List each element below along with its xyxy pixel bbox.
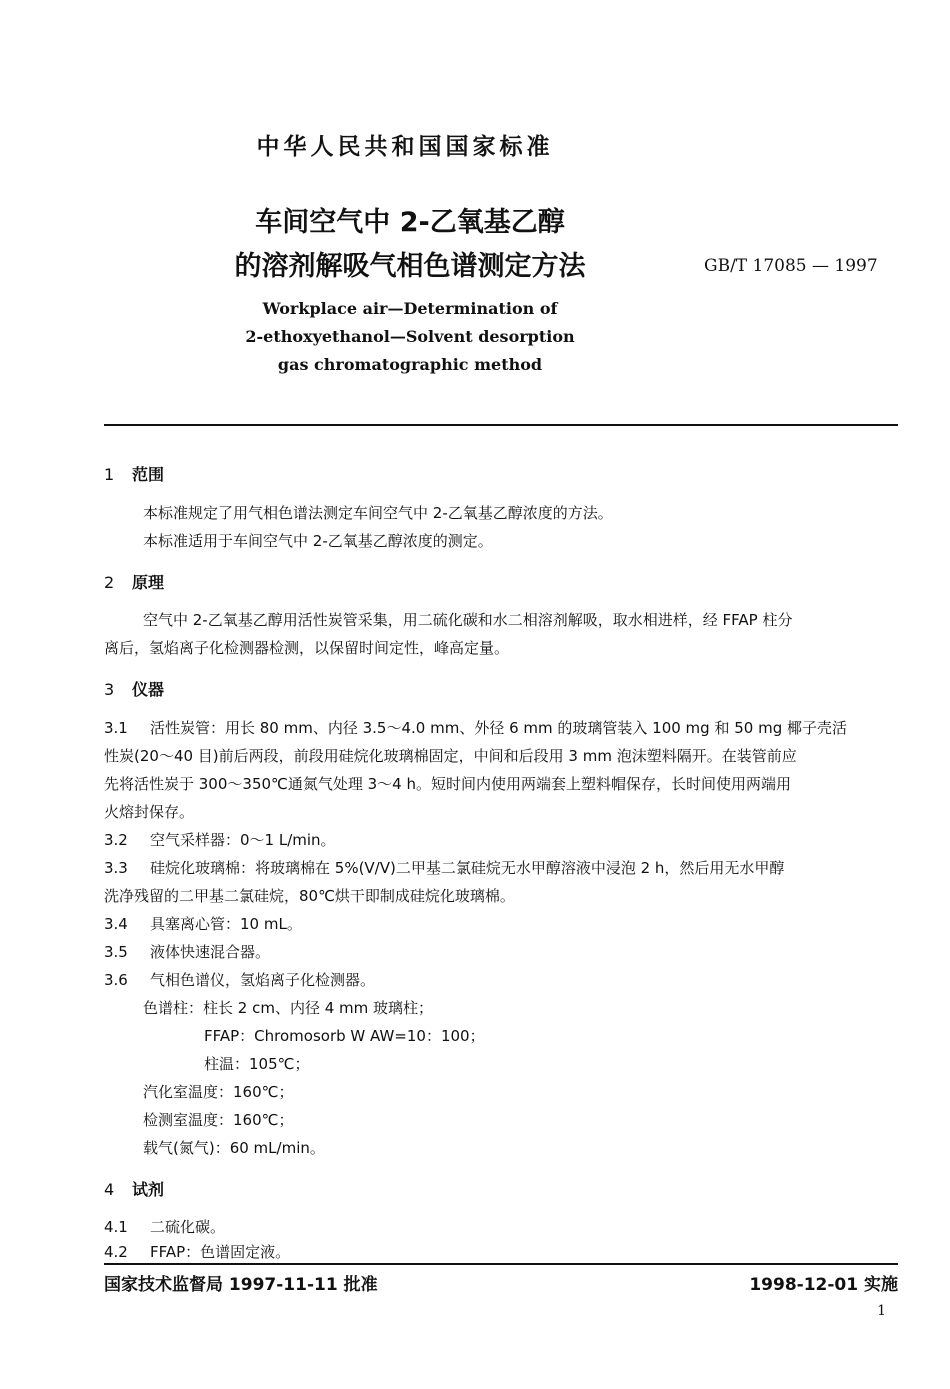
detector-temperature-line: 检测室温度：160℃； (143, 1111, 294, 1129)
section-3-number: 3 (104, 680, 115, 699)
section-2-paragraph-line-1: 空气中 2-乙氧基乙醇用活性炭管采集，用二硫化碳和水二相溶剂解吸，取水相进样，经 FFAP 柱分 (143, 611, 793, 629)
clause-3-6-number: 3.6 (104, 971, 128, 989)
clause-3-6 (104, 969, 375, 990)
title-en-line2: 2-ethoxyethanol—Solvent desorption (245, 327, 575, 346)
clause-3-1-line-3: 先将活性炭于 300～350℃通氮气处理 3～4 h。短时间内使用两端套上塑料帽保存，长时间使用两端用 (104, 775, 792, 793)
section-2-title: 原理 (132, 573, 165, 592)
clause-3-5-text: 液体快速混合器。 (150, 943, 271, 961)
implementation-date: 1998-12-01 实施 (749, 1275, 898, 1295)
footer-divider (104, 1263, 898, 1265)
clause-3-3-number: 3.3 (104, 859, 128, 877)
clause-3-6-text: 气相色谱仪，氢焰离子化检测器。 (150, 971, 376, 989)
section-4-heading (104, 1177, 164, 1200)
clause-3-3 (104, 857, 784, 878)
column-temperature-line: 柱温：105℃； (204, 1055, 310, 1073)
clause-3-5-number: 3.5 (104, 943, 128, 961)
standard-number: GB/T 17085 — 1997 (704, 256, 878, 276)
clause-3-2-number: 3.2 (104, 831, 128, 849)
section-2-heading (104, 570, 164, 593)
section-1-paragraph-2: 本标准适用于车间空气中 2-乙氧基乙醇浓度的测定。 (143, 532, 493, 550)
clause-4-2-number: 4.2 (104, 1243, 128, 1261)
title-cn-line1: 车间空气中 2-乙氧基乙醇 (255, 207, 565, 238)
ffap-ratio-line: FFAP：Chromosorb W AW=10：100； (204, 1027, 485, 1045)
clause-3-1-line-2: 性炭(20～40 目)前后两段，前段用硅烷化玻璃棉固定，中间和后段用 3 mm 泡沫塑料隔开。在装管前应 (104, 747, 797, 765)
clause-3-3-line-2: 洗净残留的二甲基二氯硅烷，80℃烘干即制成硅烷化玻璃棉。 (104, 887, 515, 905)
section-2-number: 2 (104, 573, 115, 592)
clause-3-2 (104, 829, 336, 850)
clause-4-1-text: 二硫化碳。 (150, 1218, 226, 1236)
title-en-line3: gas chromatographic method (277, 355, 543, 374)
clause-3-4 (104, 913, 302, 934)
clause-3-1-line-4: 火熔封保存。 (104, 803, 195, 821)
title-en-line1: Workplace air—Determination of (262, 299, 558, 318)
clause-3-4-text: 具塞离心管：10 mL。 (150, 915, 302, 933)
clause-3-3-line-1: 硅烷化玻璃棉：将玻璃棉在 5%(V/V)二甲基二氯硅烷无水甲醇溶液中浸泡 2 h，然后用无水甲醇 (150, 859, 785, 877)
column-spec-line: 色谱柱：柱长 2 cm、内径 4 mm 玻璃柱； (143, 999, 434, 1017)
clause-4-2 (104, 1241, 290, 1262)
section-1-heading (104, 462, 164, 485)
carrier-gas-line: 载气(氮气)：60 mL/min。 (143, 1139, 325, 1157)
section-3-heading (104, 677, 164, 700)
page-number: 1 (877, 1303, 886, 1319)
section-1-paragraph-1: 本标准规定了用气相色谱法测定车间空气中 2-乙氧基乙醇浓度的方法。 (143, 504, 613, 522)
section-2-paragraph-line-2: 离后，氢焰离子化检测器检测，以保留时间定性，峰高定量。 (104, 639, 510, 657)
approval-statement: 国家技术监督局 1997-11-11 批准 (104, 1275, 378, 1295)
national-standard-heading: 中华人民共和国国家标准 (256, 134, 554, 160)
clause-3-1-number: 3.1 (104, 719, 128, 737)
section-4-title: 试剂 (132, 1180, 165, 1199)
clause-3-5 (104, 941, 270, 962)
clause-3-4-number: 3.4 (104, 915, 128, 933)
clause-4-1-number: 4.1 (104, 1218, 128, 1236)
section-3-title: 仪器 (132, 680, 165, 699)
clause-3-1-line-1: 活性炭管：用长 80 mm、内径 3.5～4.0 mm、外径 6 mm 的玻璃管装入 100 mg 和 50 mg 椰子壳活 (150, 719, 847, 737)
section-4-number: 4 (104, 1180, 115, 1199)
clause-4-2-text: FFAP：色谱固定液。 (150, 1243, 291, 1261)
title-cn-line2: 的溶剂解吸气相色谱测定方法 (234, 251, 586, 282)
vaporizer-temperature-line: 汽化室温度：160℃； (143, 1083, 294, 1101)
clause-3-2-text: 空气采样器：0～1 L/min。 (150, 831, 336, 849)
header-divider (104, 424, 898, 426)
clause-4-1 (104, 1216, 225, 1237)
section-1-number: 1 (104, 465, 115, 484)
section-1-title: 范围 (132, 465, 165, 484)
clause-3-1 (104, 717, 847, 738)
